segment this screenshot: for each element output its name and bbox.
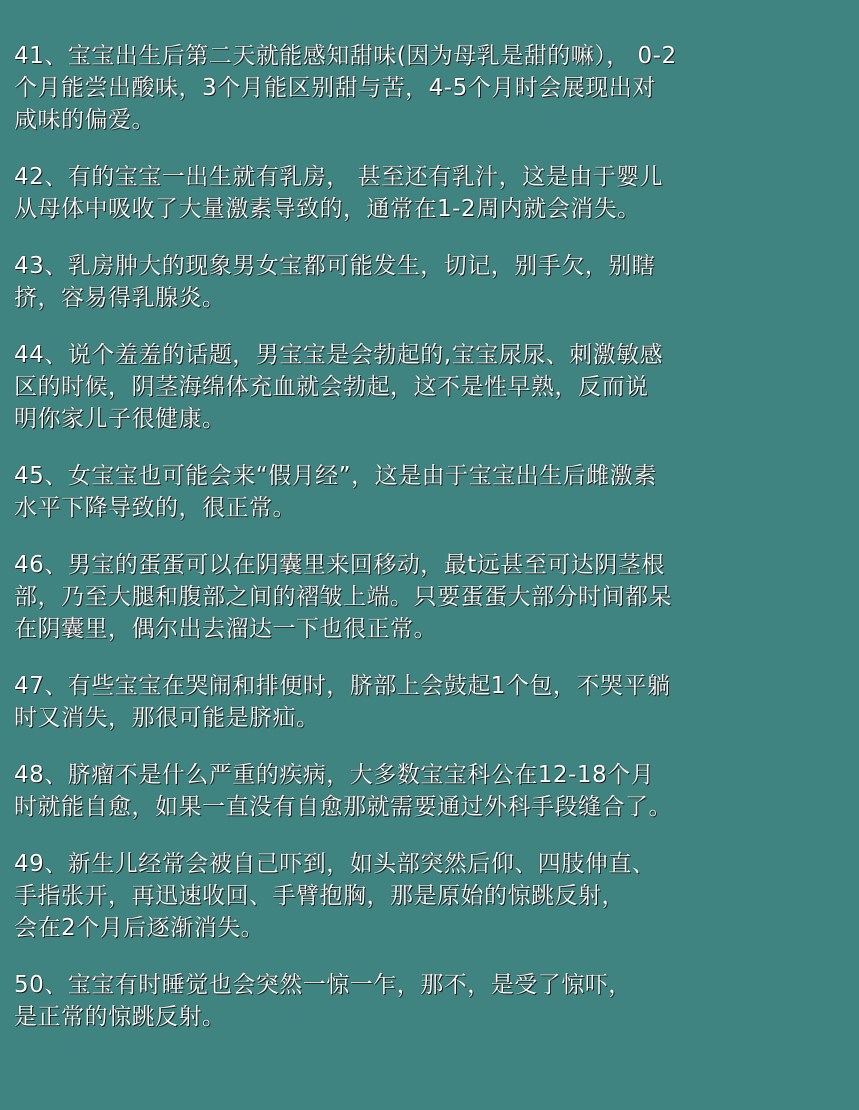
list-item	[14, 339, 847, 435]
text-line: 会在2个月后逐渐消失。	[14, 915, 265, 941]
text-line: 从母体中吸收了大量激素导致的，通常在1-2周内就会消失。	[14, 196, 641, 222]
text-line: 48、脐瘤不是什么严重的疾病，大多数宝宝科公在12-18个月	[14, 762, 655, 788]
list-item	[14, 250, 847, 314]
text-line: 50、宝宝有时睡觉也会突然一惊一乍，那不，是受了惊吓，	[14, 972, 632, 998]
text-line: 49、新生儿经常会被自己吓到，如头部突然后仰、四肢伸直、	[14, 851, 656, 877]
text-line: 在阴囊里，偶尔出去溜达一下也很正常。	[14, 616, 437, 642]
list-item	[14, 40, 847, 136]
text-line: 46、男宝的蛋蛋可以在阴囊里来回移动，最t远甚至可达阴茎根	[14, 552, 665, 578]
text-line: 手指张开，再迅速收回、手臂抱胸，那是原始的惊跳反射，	[14, 883, 625, 909]
text-line: 时就能自愈，如果一直没有自愈那就需要通过外科手段缝合了。	[14, 794, 672, 820]
text-line: 咸味的偏爱。	[14, 107, 155, 133]
text-line: 47、有些宝宝在哭闹和排便时，脐部上会鼓起1个包，不哭平躺	[14, 673, 671, 699]
list-item	[14, 549, 847, 645]
text-line: 个月能尝出酸味，3个月能区别甜与苦，4-5个月时会展现出对	[14, 75, 656, 101]
list-item	[14, 670, 847, 734]
text-line: 42、有的宝宝一出生就有乳房， 甚至还有乳汁，这是由于婴儿	[14, 164, 664, 190]
text-line: 部，乃至大腿和腹部之间的褶皱上端。只要蛋蛋大部分时间都呆	[14, 584, 672, 610]
text-line: 挤，容易得乳腺炎。	[14, 285, 226, 311]
list-item	[14, 759, 847, 823]
text-line: 44、说个羞羞的话题，男宝宝是会勃起的,宝宝尿尿、刺激敏感	[14, 342, 664, 368]
list-item	[14, 161, 847, 225]
text-line: 水平下降导致的，很正常。	[14, 495, 296, 521]
text-line: 明你家儿子很健康。	[14, 406, 226, 432]
list-item	[14, 848, 847, 944]
text-line: 43、乳房肿大的现象男女宝都可能发生，切记，别手欠，别瞎	[14, 253, 656, 279]
text-line: 45、女宝宝也可能会来“假月经”，这是由于宝宝出生后雌激素	[14, 463, 657, 489]
text-line: 时又消失，那很可能是脐疝。	[14, 705, 320, 731]
list-item	[14, 969, 847, 1033]
text-line: 区的时候，阴茎海绵体充血就会勃起，这不是性早熟，反而说	[14, 374, 649, 400]
text-line: 41、宝宝出生后第二天就能感知甜味(因为母乳是甜的嘛）， 0-2	[14, 43, 677, 69]
list-item	[14, 460, 847, 524]
text-line: 是正常的惊跳反射。	[14, 1004, 226, 1030]
